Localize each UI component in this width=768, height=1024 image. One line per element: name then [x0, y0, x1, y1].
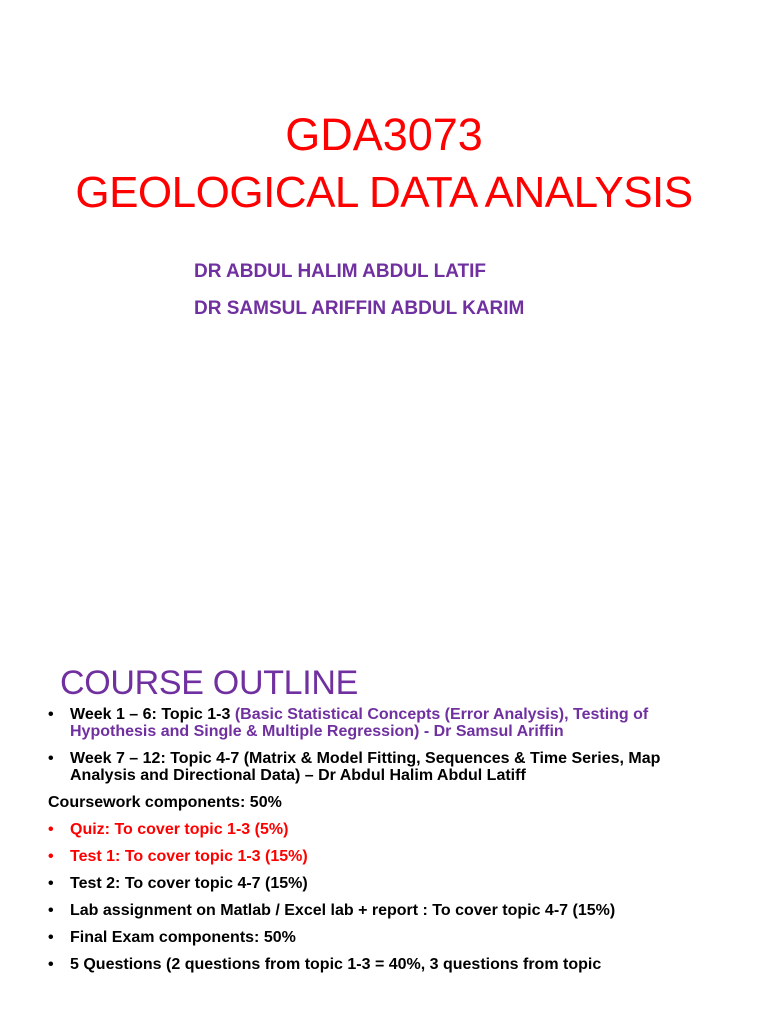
list-item-test-1: [0, 848, 768, 865]
bullet-icon: •: [48, 929, 54, 946]
list-item-week-7: [0, 750, 768, 784]
bullet-icon: •: [48, 875, 54, 892]
week-7-text: Week 7 – 12: Topic 4-7 (Matrix & Model Fitting, Sequences & Time Series, Map Analysis and Directional Data) – Dr Abdul Halim Abdul Latiff: [70, 750, 661, 784]
list-item-final-exam: [0, 929, 768, 946]
questions-text: 5 Questions (2 questions from topic 1-3 = 40%, 3 questions from topic: [70, 956, 602, 973]
week-1-topics: (Basic Statistical Concepts (Error Analysis), Testing of Hypothesis and Single & Multiple Regression) - Dr Samsul Ariffin: [70, 706, 649, 740]
bullet-icon: •: [48, 848, 54, 865]
lab-text: Lab assignment on Matlab / Excel lab + report : To cover topic 4-7 (15%): [70, 902, 616, 919]
bullet-icon: •: [48, 956, 54, 973]
course-outline-slide: [0, 640, 768, 1024]
lecturer-name: DR SAMSUL ARIFFIN ABDUL KARIM: [194, 298, 525, 319]
list-item-quiz: [0, 821, 768, 838]
course-code: GDA3073: [285, 109, 483, 160]
week-1-prefix: Week 1 – 6: Topic 1-3: [70, 706, 235, 723]
course-name: GEOLOGICAL DATA ANALYSIS: [75, 168, 693, 217]
bullet-icon: •: [48, 902, 54, 919]
bullet-icon: •: [48, 750, 54, 767]
test-2-text: Test 2: To cover topic 4-7 (15%): [70, 875, 308, 892]
list-item-lab: [0, 902, 768, 919]
test-1-text: Test 1: To cover topic 1-3 (15%): [70, 848, 308, 865]
list-item-week-1: [0, 706, 768, 740]
outline-heading: COURSE OUTLINE: [60, 664, 359, 702]
bullet-icon: •: [48, 821, 54, 838]
list-item-test-2: [0, 875, 768, 892]
quiz-text: Quiz: To cover topic 1-3 (5%): [70, 821, 289, 838]
lecturer-name: DR ABDUL HALIM ABDUL LATIF: [194, 261, 487, 282]
final-exam-text: Final Exam components: 50%: [70, 929, 296, 946]
bullet-icon: •: [48, 706, 54, 723]
list-item-questions: [0, 956, 768, 973]
outline-list: [0, 706, 768, 973]
coursework-header: Coursework components: 50%: [48, 794, 282, 811]
